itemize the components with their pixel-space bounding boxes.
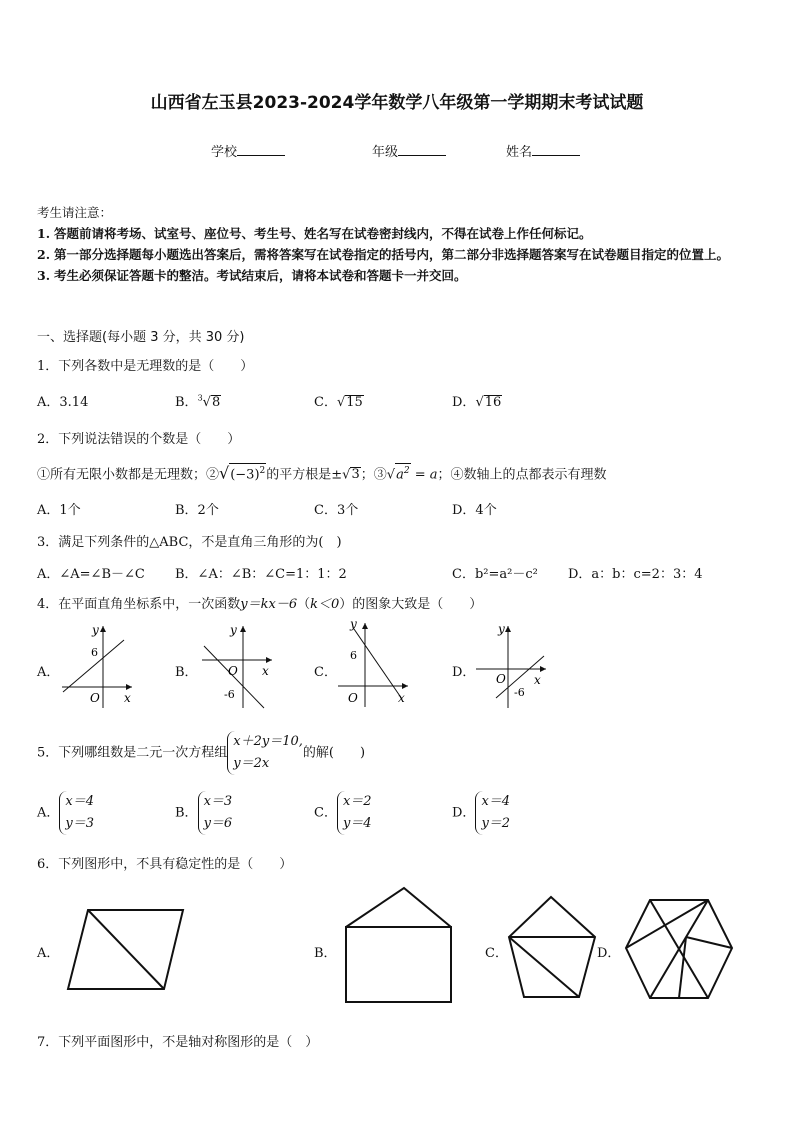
note-1-num: 1. — [37, 226, 51, 241]
q4b-y-label: y — [230, 623, 237, 637]
note-3-text: 考生必须保证答题卡的整洁。考试结束后，请将本试卷和答题卡一并交回。 — [54, 268, 467, 283]
q3-option-b: B．∠A：∠B：∠C=1：1：2 — [175, 567, 347, 582]
q5-c1: x＝2 — [342, 794, 372, 809]
q1-d-radicand: 16 — [484, 395, 502, 410]
q5-d-label: D． — [452, 805, 476, 821]
q5-eq2: y＝2x — [233, 756, 270, 771]
q2-option-a: A．1个 — [37, 503, 81, 518]
q2-s3-base: a — [396, 467, 404, 483]
q1-option-d: D．√16 — [452, 395, 502, 410]
q4b-o-label: O — [228, 664, 238, 678]
section-heading: 一、选择题(每小题 3 分，共 30 分) — [37, 330, 245, 345]
q5-stem-pre: 5．下列哪组数是二元一次方程组 — [37, 745, 228, 761]
school-field — [211, 141, 285, 160]
page-title: 山西省左玉县2023-2024学年数学八年级第一学期期末考试试题 — [150, 93, 644, 113]
q5-c-system — [337, 791, 372, 835]
q2-s1: ①所有无限小数都是无理数；② — [37, 467, 220, 483]
q5-c2: y＝4 — [342, 816, 372, 831]
q5-b1: x＝3 — [203, 794, 233, 809]
q6-option-c: C． — [485, 946, 508, 961]
q4c-y-label: y — [350, 617, 357, 631]
q4b-x-label: x — [262, 664, 269, 678]
q4-graph-c — [334, 615, 414, 710]
q4c-line — [354, 629, 402, 699]
q1-b-label: B． — [175, 395, 198, 410]
q6a-diagonal — [88, 910, 164, 989]
q4c-6-label: 6 — [350, 649, 357, 662]
q6-figure-d — [622, 896, 736, 1004]
q6-figure-b — [343, 884, 455, 1006]
q4-option-c: C． — [314, 665, 337, 680]
note-2-text: 第一部分选择题每小题选出答案后，需将答案写在试卷指定的括号内，第二部分非选择题答案写在试卷题目指定的位置上。 — [54, 247, 730, 262]
q4d-y-arrow — [505, 626, 511, 632]
q5-stem-post: 的解( ) — [302, 745, 366, 761]
notes-heading: 考生请注意： — [37, 205, 113, 220]
q5-a2: y＝3 — [65, 816, 95, 831]
q5-d2: y＝2 — [481, 816, 511, 831]
note-2 — [37, 244, 762, 265]
grade-label: 年级 — [372, 145, 399, 160]
q3-option-d: D．a：b：c=2：3：4 — [568, 567, 703, 582]
q2-option-d: D．4个 — [452, 503, 497, 518]
q1-d-label: D． — [452, 395, 476, 410]
q5-eq1: x＋2y＝10, — [233, 734, 303, 749]
q4-option-d: D． — [452, 665, 476, 680]
q4a-x-arrow — [126, 684, 132, 690]
q4-option-b: B． — [175, 665, 198, 680]
q5-d-system — [475, 791, 510, 835]
note-1-text: 答题前请将考场、试室号、座位号、考生号、姓名写在试卷密封线内，不得在试卷上作任何标记。 — [54, 226, 592, 241]
q1-stem: 1．下列各数中是无理数的是（ ） — [37, 359, 254, 374]
q4-graph-b — [198, 620, 278, 710]
note-1 — [37, 223, 762, 244]
school-label: 学校 — [211, 145, 238, 160]
q6c-diag-2 — [509, 937, 579, 997]
q4-graph-d — [474, 620, 554, 710]
q4c-y-arrow — [362, 623, 368, 629]
q2-s1-exp: 2 — [259, 466, 266, 476]
q4a-o-label: O — [90, 691, 100, 705]
q1-c-label: C． — [314, 395, 337, 410]
q6-figure-a — [64, 905, 188, 995]
q2-s3: ；③ — [360, 467, 387, 483]
q6-figure-c — [505, 893, 599, 1001]
q5-d1: x＝4 — [481, 794, 511, 809]
q4-stem-func: y＝kx－6 — [240, 597, 298, 612]
q4c-x-label: x — [398, 691, 405, 705]
q6b-rectangle — [346, 927, 451, 1002]
q5-c-label: C． — [314, 805, 337, 821]
q4-stem — [37, 593, 482, 612]
q6-option-d: D． — [597, 946, 621, 961]
q6-option-b: B． — [314, 946, 337, 961]
q5-b-system — [198, 791, 233, 835]
q2-option-b: B．2个 — [175, 503, 219, 518]
name-label: 姓名 — [506, 145, 533, 160]
q2-s3-eq: = a — [410, 467, 438, 483]
q4-stem-post: ）的图象大致是（ ） — [339, 597, 483, 612]
q3-option-a: A．∠A=∠B－∠C — [37, 567, 145, 582]
notes-block — [37, 202, 762, 286]
q6-stem: 6．下列图形中，不具有稳定性的是（ ） — [37, 857, 293, 872]
q2-stem: 2．下列说法错误的个数是（ ） — [37, 432, 241, 447]
q5-b2: y＝6 — [203, 816, 233, 831]
q5-stem — [37, 731, 365, 775]
q7-stem: 7．下列平面图形中，不是轴对称图形的是（ ） — [37, 1035, 319, 1050]
q4d-m6-label: -6 — [514, 686, 525, 699]
q4c-x-arrow — [402, 683, 408, 689]
q4b-m6-label: -6 — [224, 688, 235, 701]
q2-s4: ；④数轴上的点都表示有理数 — [437, 467, 607, 483]
q1-c-radicand: 15 — [346, 395, 363, 410]
q5-b-label: B． — [175, 805, 198, 821]
q4d-o-label: O — [496, 672, 506, 686]
q4-option-a: A． — [37, 665, 60, 680]
q4d-x-arrow — [540, 666, 546, 672]
q2-s2-radicand: 3 — [351, 467, 360, 483]
q4b-x-arrow — [266, 657, 272, 663]
q4-stem-cond-pre: （ — [297, 597, 311, 612]
q1-option-a: A．3.14 — [37, 395, 89, 410]
q2-s3-radicand — [395, 463, 411, 482]
q2-option-c: C．3个 — [314, 503, 359, 518]
q3-option-c: C．b²=a²－c² — [452, 567, 538, 582]
q5-option-c — [314, 791, 372, 835]
q4b-y-arrow — [240, 626, 246, 632]
q2-s1-radicand — [229, 463, 266, 482]
q4d-x-label: x — [534, 673, 541, 687]
q4-stem-pre: 4．在平面直角坐标系中，一次函数 — [37, 597, 241, 612]
note-3-num: 3. — [37, 268, 51, 283]
note-3 — [37, 265, 762, 286]
q5-option-b — [175, 791, 232, 835]
q2-s3-exp: 2 — [403, 466, 410, 476]
note-2-num: 2. — [37, 247, 51, 262]
q5-option-d — [452, 791, 510, 835]
name-blank — [532, 143, 580, 156]
grade-blank — [398, 143, 446, 156]
q5-option-a — [37, 791, 94, 835]
q6b-roof — [346, 888, 451, 927]
q5-a-label: A． — [37, 805, 60, 821]
school-blank — [237, 143, 285, 156]
q4d-y-label: y — [498, 622, 505, 636]
q1-option-b: B．$^3$√8 — [175, 393, 221, 410]
q5-a1: x＝4 — [65, 794, 94, 809]
q1-b-index: 3 — [197, 393, 203, 403]
name-field — [506, 141, 580, 160]
q4a-6-label: 6 — [91, 646, 98, 659]
grade-field — [372, 141, 446, 160]
q6-option-a: A． — [37, 946, 60, 961]
q2-statements: ①所有无限小数都是无理数；$②√(-3)^2$的平方根是±√3；$③√a^2 = a$；④数轴上的点都表示有理数 — [37, 463, 607, 483]
q4a-y-label: y — [92, 623, 99, 637]
q1-option-c: C．√15 — [314, 395, 363, 410]
q4a-x-label: x — [124, 691, 131, 705]
q4-stem-cond: k＜0 — [310, 597, 340, 612]
q5-system — [227, 731, 303, 775]
q1-b-radicand: 8 — [211, 395, 221, 410]
q2-s2: 的平方根是± — [266, 467, 343, 483]
q3-stem: 3．满足下列条件的△ABC，不是直角三角形的为( ) — [37, 535, 342, 550]
q4c-o-label: O — [348, 691, 358, 705]
q5-a-system — [59, 791, 94, 835]
q2-s1-base: (−3) — [230, 467, 260, 483]
q6d-diag-4 — [686, 937, 732, 948]
q4-graph-a — [58, 620, 138, 710]
q4a-y-arrow — [100, 626, 106, 632]
